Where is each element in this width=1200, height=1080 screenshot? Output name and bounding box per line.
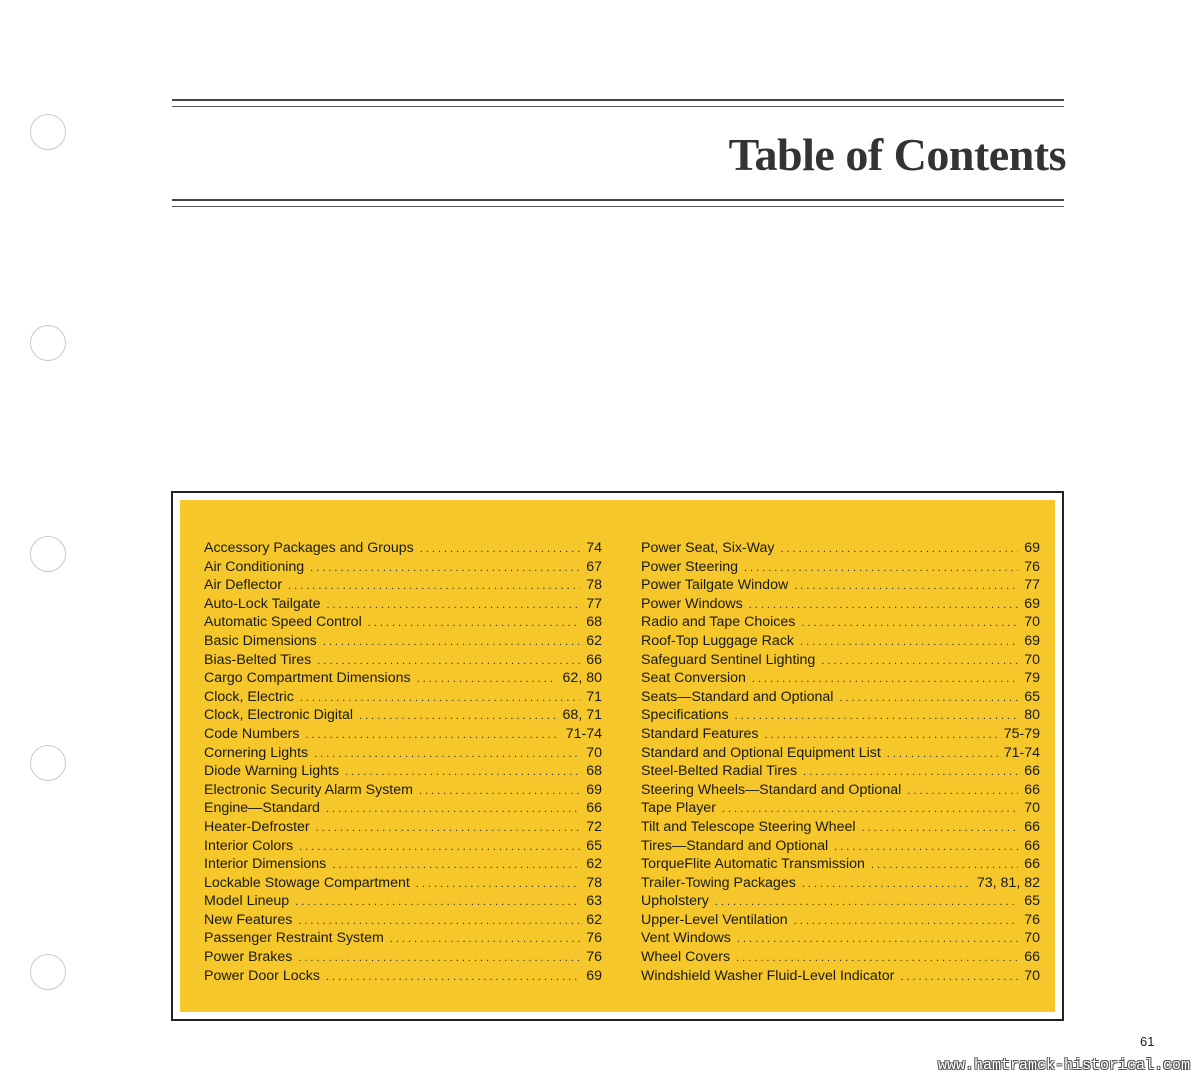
toc-entry — [204, 651, 602, 670]
toc-entry-page: 69 — [586, 967, 602, 984]
toc-entry — [641, 651, 1040, 670]
toc-entry-page: 70 — [1024, 930, 1040, 947]
toc-entry — [204, 837, 602, 856]
toc-entry-page: 70 — [1024, 800, 1040, 817]
toc-entry — [641, 892, 1040, 911]
toc-entry-label: Model Lineup — [204, 893, 290, 910]
toc-entry-page: 71 — [586, 688, 602, 705]
toc-leader-dots — [326, 596, 580, 615]
toc-entry-label: Clock, Electronic Digital — [204, 707, 354, 724]
toc-entry-page: 70 — [1024, 651, 1040, 668]
toc-entry-page: 66 — [1024, 763, 1040, 780]
toc-entry-label: Tires—Standard and Optional — [641, 837, 829, 854]
toc-entry — [204, 669, 602, 688]
toc-leader-dots — [416, 875, 580, 894]
header-top-rule — [172, 99, 1064, 112]
toc-entry — [204, 744, 602, 763]
toc-entry-page: 71-74 — [565, 725, 602, 742]
toc-entry — [204, 874, 602, 893]
toc-entry — [641, 781, 1040, 800]
toc-entry — [641, 706, 1040, 725]
toc-leader-dots — [314, 745, 580, 764]
toc-entry — [641, 874, 1040, 893]
toc-entry-page: 66 — [586, 800, 602, 817]
toc-leader-dots — [839, 689, 1018, 708]
toc-entry-page: 67 — [586, 558, 602, 575]
toc-leader-dots — [736, 949, 1018, 968]
toc-entry-page: 62 — [586, 911, 602, 928]
toc-entry-label: Accessory Packages and Groups — [204, 540, 414, 556]
toc-entry-label: Clock, Electric — [204, 688, 294, 705]
toc-entry-page: 76 — [586, 930, 602, 947]
toc-entry — [641, 539, 1040, 558]
toc-entry-label: Power Door Locks — [204, 967, 320, 984]
toc-entry — [641, 669, 1040, 688]
toc-entry-label: Automatic Speed Control — [204, 614, 362, 631]
toc-frame — [171, 491, 1064, 1021]
toc-panel — [180, 500, 1055, 1012]
toc-leader-dots — [821, 652, 1018, 671]
toc-leader-dots — [907, 782, 1018, 801]
toc-entry-label: Power Steering — [641, 558, 738, 575]
toc-entry-label: Code Numbers — [204, 725, 300, 742]
page-title: Table of Contents — [728, 129, 1066, 180]
toc-entry-label: Radio and Tape Choices — [641, 614, 796, 631]
toc-entry-page: 69 — [586, 781, 602, 798]
toc-entry-page: 71-74 — [1003, 744, 1040, 761]
toc-entry-page: 66 — [1024, 856, 1040, 873]
toc-entry — [641, 595, 1040, 614]
toc-entry-page: 70 — [1024, 614, 1040, 631]
toc-entry-label: Steering Wheels—Standard and Optional — [641, 781, 902, 798]
toc-entry-label: Interior Colors — [204, 837, 294, 854]
toc-entry — [204, 576, 602, 595]
watermark: www.hamtramck-historical.com — [937, 1057, 1190, 1074]
toc-entry — [204, 688, 602, 707]
toc-entry — [204, 929, 602, 948]
toc-entry-page: 68 — [586, 763, 602, 780]
toc-entry-page: 68, 71 — [562, 707, 602, 724]
toc-entry-page: 65 — [1024, 893, 1040, 910]
toc-entry-page: 72 — [586, 818, 602, 835]
toc-leader-dots — [737, 930, 1018, 949]
toc-leader-dots — [862, 819, 1019, 838]
toc-entry-label: Safeguard Sentinel Lighting — [641, 651, 816, 668]
toc-leader-dots — [390, 930, 580, 949]
toc-entry-page: 77 — [1024, 577, 1040, 594]
toc-leader-dots — [368, 614, 580, 633]
toc-entry — [204, 558, 602, 577]
punch-hole — [30, 536, 66, 572]
punch-hole — [30, 954, 66, 990]
punch-hole — [30, 745, 66, 781]
toc-entry-page: 62 — [586, 632, 602, 649]
toc-leader-dots — [887, 745, 998, 764]
toc-entry — [204, 613, 602, 632]
toc-leader-dots — [300, 689, 580, 708]
toc-entry — [204, 818, 602, 837]
header-bottom-rule — [172, 199, 1064, 212]
toc-entry-page: 66 — [1024, 781, 1040, 798]
toc-entry-label: Heater-Defroster — [204, 818, 310, 835]
toc-entry-page: 70 — [1024, 967, 1040, 984]
toc-entry — [641, 688, 1040, 707]
toc-entry — [204, 725, 602, 744]
toc-entry-label: Seats—Standard and Optional — [641, 688, 834, 705]
toc-column-right — [641, 539, 1040, 985]
toc-leader-dots — [317, 652, 580, 671]
toc-entry — [204, 781, 602, 800]
toc-entry-page: 65 — [586, 837, 602, 854]
toc-entry — [204, 539, 602, 558]
toc-entry — [641, 613, 1040, 632]
toc-leader-dots — [419, 782, 580, 801]
toc-entry-page: 66 — [586, 651, 602, 668]
toc-entry-label: Steel-Belted Radial Tires — [641, 763, 798, 780]
toc-leader-dots — [298, 912, 580, 931]
toc-entry-page: 74 — [586, 540, 602, 556]
toc-entry-page: 62, 80 — [562, 670, 602, 687]
toc-entry — [204, 911, 602, 930]
toc-entry-label: Bias-Belted Tires — [204, 651, 312, 668]
toc-entry-label: Air Conditioning — [204, 558, 305, 575]
toc-entry-page: 75-79 — [1003, 725, 1040, 742]
toc-entry-label: Auto-Lock Tailgate — [204, 595, 321, 612]
toc-leader-dots — [794, 577, 1018, 596]
toc-entry — [641, 948, 1040, 967]
toc-entry-page: 65 — [1024, 688, 1040, 705]
toc-entry — [641, 929, 1040, 948]
toc-entry-label: Cornering Lights — [204, 744, 309, 761]
toc-entry-page: 69 — [1024, 595, 1040, 612]
toc-leader-dots — [744, 559, 1018, 578]
toc-leader-dots — [420, 540, 580, 559]
toc-entry — [204, 892, 602, 911]
toc-leader-dots — [305, 726, 559, 745]
toc-entry-label: Cargo Compartment Dimensions — [204, 670, 411, 687]
toc-entry-label: Lockable Stowage Compartment — [204, 874, 410, 891]
toc-leader-dots — [332, 856, 580, 875]
toc-entry — [641, 725, 1040, 744]
page-number: 61 — [1140, 1034, 1155, 1049]
toc-leader-dots — [715, 893, 1018, 912]
toc-leader-dots — [722, 800, 1018, 819]
toc-entry-label: Power Brakes — [204, 949, 293, 966]
toc-leader-dots — [323, 633, 580, 652]
toc-leader-dots — [316, 819, 581, 838]
punch-hole — [30, 325, 66, 361]
punch-hole — [30, 114, 66, 150]
toc-entry-label: New Features — [204, 911, 293, 928]
toc-entry-label: Trailer-Towing Packages — [641, 874, 796, 891]
toc-entry — [641, 632, 1040, 651]
toc-entry — [204, 948, 602, 967]
toc-leader-dots — [417, 670, 557, 689]
toc-entry-label: Power Seat, Six-Way — [641, 540, 775, 556]
toc-entry-label: Power Tailgate Window — [641, 577, 789, 594]
toc-entry — [204, 762, 602, 781]
toc-entry-page: 66 — [1024, 837, 1040, 854]
toc-entry — [641, 558, 1040, 577]
toc-entry-label: Tilt and Telescope Steering Wheel — [641, 818, 856, 835]
toc-entry-label: Engine—Standard — [204, 800, 320, 817]
toc-entry-page: 70 — [586, 744, 602, 761]
toc-leader-dots — [800, 633, 1018, 652]
toc-leader-dots — [794, 912, 1019, 931]
toc-leader-dots — [834, 838, 1018, 857]
toc-leader-dots — [310, 559, 580, 578]
toc-entry-label: Power Windows — [641, 595, 743, 612]
toc-entry-label: Vent Windows — [641, 930, 731, 947]
toc-entry-label: Roof-Top Luggage Rack — [641, 632, 795, 649]
toc-entry — [641, 799, 1040, 818]
toc-entry-page: 78 — [586, 874, 602, 891]
toc-entry-label: TorqueFlite Automatic Transmission — [641, 856, 865, 873]
toc-entry — [204, 706, 602, 725]
toc-entry-label: Wheel Covers — [641, 949, 731, 966]
toc-entry-label: Basic Dimensions — [204, 632, 317, 649]
toc-entry-label: Diode Warning Lights — [204, 763, 340, 780]
toc-leader-dots — [735, 707, 1019, 726]
toc-leader-dots — [326, 800, 580, 819]
toc-leader-dots — [299, 838, 580, 857]
toc-entry-page: 68 — [586, 614, 602, 631]
toc-entry-label: Electronic Security Alarm System — [204, 781, 413, 798]
toc-entry — [204, 855, 602, 874]
toc-entry-page: 76 — [586, 949, 602, 966]
toc-entry — [641, 967, 1040, 986]
toc-entry-page: 76 — [1024, 558, 1040, 575]
toc-entry-page: 66 — [1024, 818, 1040, 835]
toc-leader-dots — [803, 763, 1018, 782]
toc-entry-label: Passenger Restraint System — [204, 930, 384, 947]
toc-entry — [641, 762, 1040, 781]
toc-entry-page: 78 — [586, 577, 602, 594]
toc-entry-page: 66 — [1024, 949, 1040, 966]
toc-entry-label: Upper-Level Ventilation — [641, 911, 788, 928]
toc-leader-dots — [781, 540, 1019, 559]
toc-leader-dots — [359, 707, 557, 726]
toc-leader-dots — [326, 968, 580, 987]
toc-leader-dots — [871, 856, 1018, 875]
toc-entry-label: Air Deflector — [204, 577, 283, 594]
toc-entry — [204, 595, 602, 614]
toc-entry — [641, 911, 1040, 930]
toc-entry-page: 73, 81, 82 — [976, 874, 1040, 891]
toc-leader-dots — [801, 614, 1018, 633]
toc-entry-label: Interior Dimensions — [204, 856, 327, 873]
toc-leader-dots — [900, 968, 1018, 987]
toc-leader-dots — [345, 763, 580, 782]
toc-leader-dots — [298, 949, 580, 968]
toc-entry-label: Upholstery — [641, 893, 709, 910]
toc-entry-page: 63 — [586, 893, 602, 910]
toc-entry-page: 80 — [1024, 707, 1040, 724]
toc-leader-dots — [295, 893, 580, 912]
toc-entry — [641, 744, 1040, 763]
toc-entry-label: Tape Player — [641, 800, 716, 817]
toc-leader-dots — [802, 875, 971, 894]
toc-entry-page: 62 — [586, 856, 602, 873]
toc-entry — [641, 818, 1040, 837]
toc-entry — [204, 967, 602, 986]
toc-entry-label: Specifications — [641, 707, 729, 724]
toc-entry — [641, 576, 1040, 595]
toc-entry-label: Seat Conversion — [641, 670, 746, 687]
toc-entry-label: Standard and Optional Equipment List — [641, 744, 881, 761]
toc-entry-page: 69 — [1024, 632, 1040, 649]
toc-entry — [204, 799, 602, 818]
toc-entry-page: 76 — [1024, 911, 1040, 928]
toc-leader-dots — [752, 670, 1018, 689]
toc-leader-dots — [765, 726, 998, 745]
toc-entry-page: 77 — [586, 595, 602, 612]
toc-entry-label: Standard Features — [641, 725, 759, 742]
toc-entry-page: 69 — [1024, 540, 1040, 556]
toc-leader-dots — [288, 577, 580, 596]
toc-entry — [204, 632, 602, 651]
toc-entry — [641, 855, 1040, 874]
toc-entry-label: Windshield Washer Fluid-Level Indicator — [641, 967, 895, 984]
toc-entry-page: 79 — [1024, 670, 1040, 687]
toc-column-left — [204, 539, 602, 985]
toc-entry — [641, 837, 1040, 856]
toc-leader-dots — [749, 596, 1019, 615]
